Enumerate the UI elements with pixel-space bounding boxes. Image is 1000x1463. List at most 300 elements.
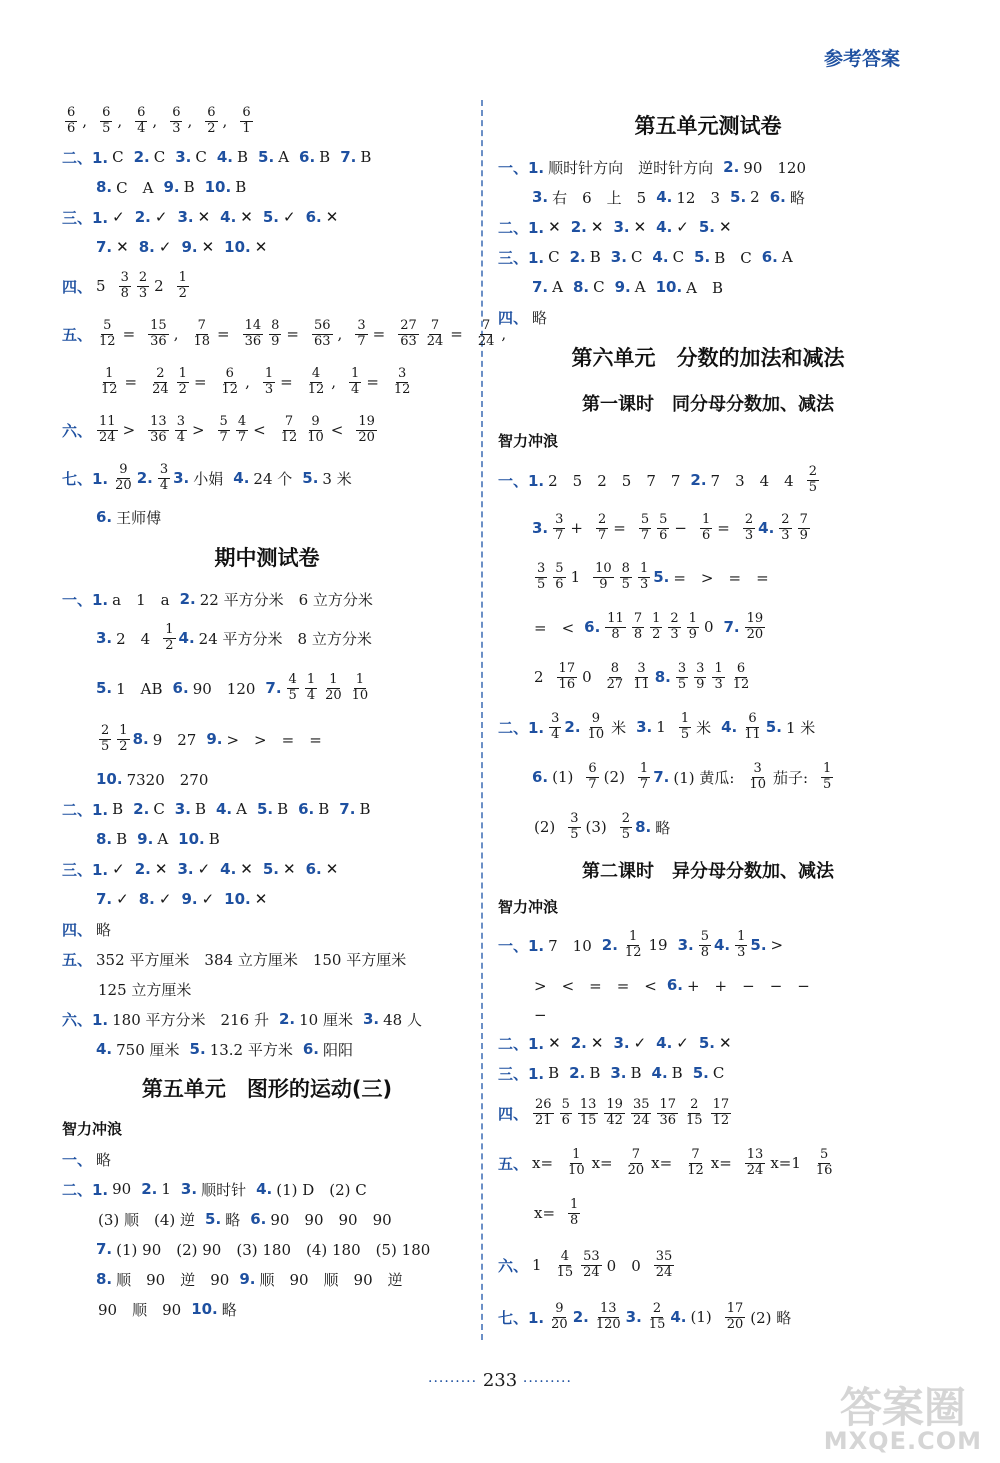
question-number: 五、	[62, 950, 93, 969]
question-number: 9.	[181, 238, 198, 256]
question-number: 6.	[584, 618, 601, 636]
answer-text: ,	[222, 112, 228, 130]
answer-text: >	[122, 421, 136, 439]
question-number: 一、1.	[498, 158, 545, 177]
answer-line	[62, 764, 472, 794]
answer-line	[62, 358, 472, 406]
question-number: 5.	[205, 1210, 222, 1228]
fraction	[549, 1302, 570, 1332]
question-number: 8.	[96, 830, 113, 848]
fraction-numerator: 11	[607, 611, 624, 627]
question-number: 4.	[233, 469, 250, 487]
answer-text: x=	[534, 1204, 556, 1222]
question-number: 4.	[216, 148, 234, 166]
answer-text: (1)	[690, 1308, 712, 1326]
question-number: 3.	[180, 1180, 198, 1198]
fraction-numerator: 3	[176, 414, 185, 430]
answer-text: 125 立方厘米	[98, 980, 192, 999]
answer-text: B	[359, 800, 371, 818]
answer-text: ✕	[240, 208, 253, 226]
fraction	[236, 415, 248, 445]
fraction	[560, 1098, 572, 1128]
question-number: 一、	[62, 1150, 93, 1169]
answer-line	[62, 310, 507, 358]
answer-line	[498, 702, 918, 752]
question-number: 3.	[532, 519, 549, 537]
left-column	[62, 100, 507, 1324]
fraction	[620, 812, 632, 842]
answer-text: C A	[116, 178, 154, 197]
fraction-denominator: 24	[746, 1162, 764, 1178]
fraction-denominator: 9	[599, 576, 608, 592]
fraction-denominator: 5	[677, 676, 687, 692]
answer-text: ✓	[112, 860, 125, 878]
fraction	[150, 367, 171, 397]
section-title: 期中测试卷	[214, 546, 320, 570]
fraction-numerator: 5	[219, 414, 228, 430]
answer-text: C	[593, 278, 605, 296]
fraction	[581, 1250, 602, 1280]
question-number: 三、1.	[62, 860, 109, 879]
question-number: 8.	[654, 668, 671, 686]
question-number: 3.	[636, 718, 653, 736]
answer-line	[62, 854, 472, 884]
fraction-numerator: 5	[561, 1097, 570, 1113]
question-number: 5.	[765, 718, 782, 736]
question-number: 8.	[572, 278, 590, 296]
fraction-numerator: 1	[629, 929, 638, 945]
answer-text: C	[630, 248, 643, 266]
answer-text: =	[372, 325, 386, 343]
answer-text: x=	[710, 1154, 732, 1172]
question-number: 10.	[191, 1300, 218, 1318]
question-number: 10.	[178, 830, 205, 848]
answer-text: 13.2 平方米	[209, 1040, 293, 1059]
fraction	[279, 415, 300, 445]
answer-line	[498, 182, 918, 212]
fraction-numerator: 4	[288, 672, 297, 688]
fraction	[779, 513, 791, 543]
answer-text: ,	[337, 325, 343, 343]
answer-text: + + − − −	[686, 976, 810, 995]
question-number: 六、	[498, 1256, 529, 1275]
answer-text: C	[672, 248, 685, 266]
question-number: 4.	[220, 208, 237, 226]
answer-text: (1) 黄瓜:	[673, 768, 735, 787]
answer-text: ✓	[158, 238, 172, 256]
question-number: 7.	[339, 800, 356, 818]
question-number: 8.	[635, 818, 652, 836]
fraction	[725, 1302, 746, 1332]
fraction-numerator: 5	[555, 561, 564, 577]
fraction-denominator: 24	[477, 333, 495, 349]
fraction	[620, 562, 632, 592]
question-number: 二、1.	[62, 1180, 109, 1199]
answer-line	[62, 454, 472, 502]
answer-line	[62, 172, 472, 202]
fraction-denominator: 12	[393, 381, 411, 397]
answer-text: =	[366, 373, 379, 391]
answer-text: 24 平方分米 8 立方分米	[198, 629, 372, 648]
fraction-numerator: 6	[588, 761, 597, 777]
fraction	[170, 106, 182, 136]
fraction-numerator: 11	[99, 414, 116, 430]
question-number: 4.	[215, 800, 233, 818]
answer-text: ✕	[590, 1034, 604, 1052]
answer-text: 19	[648, 936, 668, 954]
fraction	[323, 673, 344, 703]
fraction	[177, 367, 189, 397]
fraction-numerator: 15	[150, 318, 167, 334]
answer-text: 顺时针	[201, 1180, 247, 1199]
question-number: 6.	[302, 1040, 319, 1058]
answer-text: 1 AB	[116, 679, 163, 698]
answer-text: ,	[501, 325, 507, 343]
fraction	[699, 930, 711, 960]
fraction-denominator: 6	[67, 120, 76, 136]
fraction-numerator: 2	[690, 1097, 699, 1113]
answer-text: B	[589, 248, 601, 266]
fraction-numerator: 1	[714, 661, 723, 677]
question-number: 四、	[62, 277, 93, 296]
answer-text: =	[450, 325, 463, 343]
fraction	[694, 662, 706, 692]
answer-text: (1)	[552, 768, 574, 786]
fraction-denominator: 24	[426, 333, 444, 349]
answer-line	[498, 1188, 918, 1238]
answer-text: 90 120	[192, 679, 256, 698]
answer-text: 750 厘米	[116, 1040, 180, 1059]
answer-text: 2 4	[116, 629, 151, 648]
answer-text: +	[570, 519, 583, 537]
fraction-numerator: 1	[572, 1147, 581, 1163]
answer-line	[498, 242, 918, 272]
answer-text: ✕	[548, 1034, 561, 1052]
fraction-numerator: 2	[156, 366, 165, 382]
answer-text: 略	[96, 920, 112, 939]
fraction	[668, 612, 680, 642]
answer-text: 2	[154, 277, 164, 295]
fraction-denominator: 3	[264, 381, 274, 397]
fraction-numerator: 1	[306, 672, 316, 688]
answer-text: =	[717, 519, 730, 537]
fraction	[549, 712, 561, 742]
fraction-numerator: 7	[430, 318, 440, 334]
question-number: 6.	[769, 188, 786, 206]
fraction-denominator: 3	[781, 527, 790, 543]
answer-text: 顺时针方向 逆时针方向	[548, 158, 714, 177]
fraction-denominator: 36	[244, 333, 262, 349]
fraction-denominator: 5	[101, 738, 110, 754]
fraction-numerator: 9	[591, 711, 600, 727]
question-number: 二、1.	[498, 1034, 545, 1053]
answer-text: 1	[532, 1256, 542, 1274]
answer-line	[62, 1294, 472, 1324]
answer-line	[498, 212, 918, 242]
answer-text: B	[589, 1064, 601, 1082]
question-number: 4.	[256, 1180, 273, 1198]
answer-text: ,	[117, 112, 123, 130]
fraction-denominator: 10	[568, 1162, 585, 1178]
question-number: 7.	[653, 768, 670, 786]
question-number: 8.	[138, 238, 155, 256]
fraction-numerator: 6	[172, 105, 181, 121]
fraction	[269, 319, 281, 349]
fraction	[747, 762, 768, 792]
fraction	[553, 513, 565, 543]
answer-text: 48 人	[383, 1010, 422, 1029]
fraction-denominator: 5	[288, 687, 297, 703]
section-title: 第二课时 异分母分数加、减法	[582, 861, 834, 882]
fraction	[97, 415, 118, 445]
answer-text: 略	[225, 1210, 241, 1229]
fraction-numerator: 3	[677, 661, 687, 677]
question-number: 6.	[532, 768, 549, 786]
fraction-numerator: 6	[242, 105, 251, 121]
answer-text: B	[112, 800, 124, 818]
fraction-numerator: 17	[558, 661, 576, 677]
answer-text: ✕	[154, 860, 168, 878]
answer-text: 2 5 2 5 7 7	[548, 471, 681, 490]
fraction-denominator: 3	[714, 676, 723, 692]
fraction-denominator: 3	[744, 527, 754, 543]
fraction-denominator: 7	[639, 776, 649, 792]
fraction	[605, 662, 626, 692]
fraction-denominator: 20	[551, 1316, 568, 1332]
fraction-numerator: 35	[632, 1097, 650, 1113]
answer-text: 24 个	[253, 469, 293, 488]
answer-line	[62, 262, 472, 310]
answer-text: 90 顺 90	[98, 1300, 182, 1319]
answer-line	[62, 100, 472, 142]
answer-text: >	[770, 936, 784, 954]
question-number: 五、	[62, 325, 93, 344]
fraction	[657, 1098, 678, 1128]
fraction-denominator: 11	[744, 726, 761, 742]
answer-text: 米	[611, 718, 627, 737]
answer-text: B C	[714, 248, 752, 267]
answer-text: =	[193, 373, 207, 391]
fraction-numerator: 27	[400, 318, 417, 334]
question-number: 2.	[570, 218, 587, 236]
answer-text: (2)	[534, 818, 556, 836]
answer-text: A	[552, 278, 563, 296]
fraction-numerator: 1	[688, 611, 697, 627]
fraction-numerator: 13	[579, 1097, 597, 1113]
question-number: 3.	[532, 188, 549, 206]
answer-line	[62, 406, 472, 454]
fraction-denominator: 2	[119, 738, 128, 754]
answer-text: ✕	[633, 218, 647, 236]
answer-line	[62, 974, 472, 1004]
answer-text: −	[534, 1006, 547, 1024]
answer-text: ✕	[254, 890, 268, 908]
fraction	[476, 319, 497, 349]
fraction	[533, 1098, 554, 1128]
answer-text: 阳阳	[323, 1040, 354, 1059]
fraction-numerator: 3	[637, 661, 646, 677]
answer-text: B	[671, 1064, 683, 1082]
question-number: 五、	[498, 1154, 529, 1173]
fraction	[117, 724, 129, 754]
watermark-logo	[823, 1383, 982, 1455]
question-number: 3.	[610, 248, 627, 266]
fraction-numerator: 6	[736, 661, 746, 677]
fraction-numerator: 5	[659, 512, 668, 528]
fraction-denominator: 7	[598, 527, 607, 543]
question-number: 2.	[570, 1034, 587, 1052]
answer-text: 2	[534, 668, 544, 686]
answer-line	[62, 662, 472, 714]
fraction-numerator: 1	[639, 561, 649, 577]
fraction	[735, 930, 747, 960]
answer-text: ,	[82, 112, 88, 130]
fraction	[137, 271, 149, 301]
fraction-denominator: 5	[570, 826, 579, 842]
fraction-numerator: 56	[314, 318, 331, 334]
fraction-denominator: 5	[537, 576, 546, 592]
fraction	[700, 513, 712, 543]
question-number: 2.	[141, 1180, 158, 1198]
answer-line	[498, 1138, 918, 1188]
fraction	[631, 1098, 652, 1128]
question-number: 5.	[694, 248, 711, 266]
question-number: 6.	[298, 800, 315, 818]
fraction-denominator: 63	[400, 333, 417, 349]
fraction	[305, 415, 326, 445]
question-number: 2.	[134, 208, 151, 226]
question-number: 10.	[224, 238, 251, 256]
answer-text: 9 27	[152, 730, 197, 749]
fraction-numerator: 17	[712, 1097, 730, 1113]
section-title: 第五单元 图形的运动(三)	[141, 1077, 393, 1101]
fraction-numerator: 6	[137, 105, 146, 121]
question-number: 二、1.	[62, 800, 109, 819]
fraction-denominator: 6	[555, 576, 564, 592]
fraction-numerator: 1	[652, 611, 661, 627]
fraction-numerator: 1	[355, 672, 365, 688]
fraction	[312, 319, 333, 349]
answer-text: A	[634, 278, 646, 296]
question-number: 4.	[721, 718, 738, 736]
answer-text: C	[112, 148, 124, 166]
section-title: 第五单元测试卷	[634, 114, 782, 138]
fraction-denominator: 24	[99, 429, 116, 445]
fraction-numerator: 3	[398, 366, 407, 382]
fraction-denominator: 7	[357, 333, 366, 349]
fraction-denominator: 12	[280, 429, 298, 445]
question-number: 2.	[690, 471, 707, 489]
fraction	[632, 612, 644, 642]
answer-text: (3)	[585, 818, 607, 836]
question-number: 4.	[656, 1034, 673, 1052]
fraction-denominator: 5	[621, 576, 630, 592]
fraction	[263, 367, 275, 397]
fraction-numerator: 2	[621, 811, 631, 827]
fraction-denominator: 21	[535, 1112, 552, 1128]
fraction-denominator: 7	[555, 527, 564, 543]
question-number: 6.	[666, 976, 683, 994]
fraction	[586, 712, 607, 742]
question-number: 7.	[340, 148, 357, 166]
question-number: 9.	[614, 278, 631, 296]
fraction-numerator: 8	[271, 318, 280, 334]
question-number: 六、	[62, 421, 93, 440]
fraction-numerator: 2	[781, 512, 790, 528]
fraction	[685, 1148, 706, 1178]
answer-text: ✕	[325, 208, 339, 226]
fraction	[148, 319, 169, 349]
fraction	[553, 562, 565, 592]
fraction	[100, 106, 112, 136]
fraction-numerator: 7	[631, 1147, 641, 1163]
question-number: 9.	[181, 890, 198, 908]
answer-line	[498, 456, 918, 504]
answer-line	[62, 884, 472, 914]
answer-text: 10 厘米	[299, 1010, 353, 1029]
fraction-denominator: 12	[732, 676, 750, 692]
fraction-numerator: 13	[150, 414, 167, 430]
fraction	[398, 319, 419, 349]
fraction-denominator: 15	[686, 1112, 703, 1128]
fraction-numerator: 7	[197, 318, 206, 334]
question-number: 4.	[651, 1064, 668, 1082]
fraction-denominator: 8	[633, 626, 643, 642]
answer-text: =	[124, 373, 138, 391]
fraction-numerator: 1	[178, 270, 187, 286]
fraction-numerator: 3	[159, 462, 169, 478]
answer-line	[62, 142, 472, 172]
fraction	[684, 1098, 705, 1128]
fraction-numerator: 17	[659, 1097, 677, 1113]
question-number: 4.	[652, 248, 669, 266]
fraction-denominator: 16	[558, 676, 576, 692]
question-number: 5.	[96, 679, 113, 697]
answer-text: = <	[534, 618, 575, 637]
answer-text: ✕	[201, 238, 215, 256]
question-number: 7.	[532, 278, 549, 296]
fraction	[594, 1302, 623, 1332]
answer-text: 略	[655, 818, 671, 837]
fraction-numerator: 1	[702, 512, 711, 528]
fraction-denominator: 27	[606, 676, 624, 692]
fraction	[566, 1148, 587, 1178]
question-number: 2.	[569, 248, 586, 266]
fraction-numerator: 7	[481, 318, 491, 334]
answer-text: (3) 顺 (4) 逆	[98, 1210, 196, 1229]
fraction-numerator: 35	[655, 1249, 673, 1265]
question-number: 8.	[96, 178, 113, 196]
fraction-denominator: 24	[655, 1264, 673, 1280]
fraction-denominator: 6	[659, 527, 668, 543]
question-number: 8.	[138, 890, 155, 908]
answer-text: 0	[582, 668, 592, 686]
fraction	[425, 319, 446, 349]
answer-line	[62, 202, 472, 232]
answer-text: 小娟	[193, 469, 224, 488]
fraction	[638, 762, 650, 792]
answer-text: ✕	[283, 860, 296, 878]
fraction-numerator: 5	[640, 512, 650, 528]
answer-text: = > = =	[673, 568, 769, 587]
question-number: 3.	[613, 218, 630, 236]
question-number: 5.	[258, 148, 275, 166]
answer-text: =	[217, 325, 230, 343]
question-number: 4.	[220, 860, 237, 878]
question-number: 5.	[750, 936, 767, 954]
fraction-numerator: 7	[691, 1147, 700, 1163]
question-number: 2.	[572, 1308, 589, 1326]
